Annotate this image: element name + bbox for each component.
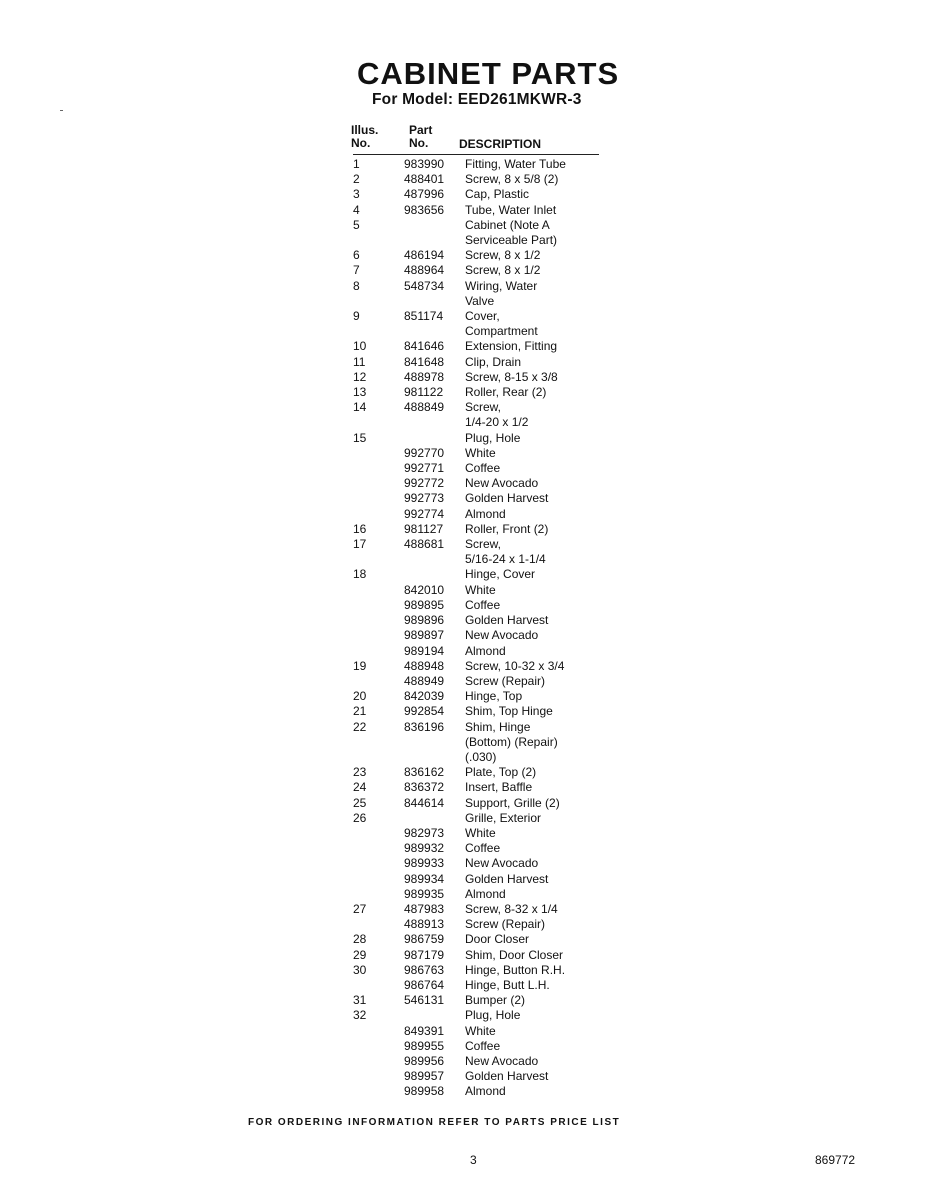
- table-row: [351, 461, 601, 476]
- scan-mark: [60, 110, 63, 111]
- table-row: [351, 644, 601, 659]
- illus-number: 6: [353, 248, 360, 263]
- part-description: Screw, 1/4-20 x 1/2: [465, 400, 529, 430]
- table-row: [351, 400, 601, 430]
- part-description: Screw, 8 x 1/2: [465, 263, 541, 278]
- illus-number: 14: [353, 400, 367, 415]
- part-number: 983656: [404, 202, 445, 217]
- table-row: [351, 780, 601, 795]
- part-number: 488978: [404, 369, 445, 384]
- table-row: [351, 765, 601, 780]
- part-description: White: [465, 582, 496, 597]
- table-row: [351, 567, 601, 582]
- table-row: [351, 218, 601, 248]
- table-row: [351, 598, 601, 613]
- table-row: [351, 796, 601, 811]
- part-description: Cabinet (Note A Serviceable Part): [465, 217, 558, 248]
- part-description: Plug, Hole: [465, 430, 521, 445]
- illus-number: 17: [353, 537, 367, 552]
- table-row: [351, 674, 601, 689]
- part-description: Wiring, Water Valve: [465, 278, 538, 308]
- table-row: [351, 263, 601, 278]
- part-description: Screw (Repair): [465, 917, 546, 932]
- part-number: 989896: [404, 613, 445, 628]
- part-description: Screw, 8 x 5/8 (2): [465, 172, 559, 187]
- table-row: [351, 720, 601, 766]
- part-description: Coffee: [465, 1038, 501, 1053]
- part-description: Roller, Front (2): [465, 521, 549, 536]
- table-row: [351, 157, 601, 172]
- illus-number: 23: [353, 765, 367, 780]
- header-divider: [353, 154, 599, 155]
- table-row: [351, 689, 601, 704]
- table-row: [351, 339, 601, 354]
- parts-table: [351, 122, 601, 1100]
- table-row: [351, 279, 601, 309]
- table-row: [351, 993, 601, 1008]
- part-number: 488849: [404, 400, 445, 415]
- part-number: 836162: [404, 765, 445, 780]
- part-description: Bumper (2): [465, 993, 526, 1008]
- part-description: Screw, 8-32 x 1/4: [465, 901, 558, 916]
- part-number: 989955: [404, 1038, 445, 1053]
- part-number: 986763: [404, 962, 445, 977]
- part-number: 487983: [404, 901, 445, 916]
- part-description: Shim, Door Closer: [465, 947, 564, 962]
- part-description: Extension, Fitting: [465, 339, 558, 354]
- part-description: Support, Grille (2): [465, 795, 560, 810]
- illus-number: 25: [353, 795, 367, 810]
- part-description: Grille, Exterior: [465, 810, 542, 825]
- part-description: Shim, Hinge (Bottom) (Repair) (.030): [465, 719, 558, 764]
- illus-number: 8: [353, 278, 360, 293]
- part-number: 989897: [404, 628, 445, 643]
- part-description: Hinge, Top: [465, 689, 523, 704]
- illus-number: 7: [353, 263, 360, 278]
- table-row: [351, 1008, 601, 1023]
- part-number: 851174: [404, 309, 444, 324]
- part-number: 989957: [404, 1069, 445, 1084]
- table-row: [351, 446, 601, 461]
- part-number: 488964: [404, 263, 445, 278]
- part-description: Almond: [465, 886, 506, 901]
- part-description: Screw, 8-15 x 3/8: [465, 369, 558, 384]
- page-number: 3: [470, 1153, 477, 1167]
- illus-number: 32: [353, 1008, 367, 1023]
- part-description: Golden Harvest: [465, 1069, 549, 1084]
- table-row: [351, 1039, 601, 1054]
- part-number: 488401: [404, 172, 445, 187]
- part-description: Fitting, Water Tube: [465, 157, 566, 171]
- part-number: 989934: [404, 871, 445, 886]
- table-row: [351, 537, 601, 567]
- table-row: [351, 522, 601, 537]
- part-description: New Avocado: [465, 1053, 539, 1068]
- part-description: Insert, Baffle: [465, 780, 533, 795]
- part-description: Screw, 10-32 x 3/4: [465, 658, 565, 673]
- part-description: Hinge, Button R.H.: [465, 962, 566, 977]
- table-row: [351, 583, 601, 598]
- table-row: [351, 172, 601, 187]
- part-number: 983990: [404, 157, 445, 171]
- part-description: Golden Harvest: [465, 613, 549, 628]
- table-row: [351, 841, 601, 856]
- illus-no-header: Illus. No.: [351, 123, 379, 150]
- page-title: CABINET PARTS: [357, 56, 620, 91]
- illus-number: 5: [353, 217, 360, 232]
- part-number: 989194: [404, 643, 445, 658]
- part-number: 989933: [404, 856, 445, 871]
- illus-number: 4: [353, 202, 360, 217]
- part-description: Coffee: [465, 841, 501, 856]
- part-number: 849391: [404, 1023, 445, 1038]
- part-number: 981127: [404, 521, 444, 536]
- part-description: Roller, Rear (2): [465, 385, 547, 400]
- part-description: Plate, Top (2): [465, 765, 537, 780]
- part-description: Door Closer: [465, 932, 530, 947]
- part-description: Clip, Drain: [465, 354, 522, 369]
- table-row: [351, 309, 601, 339]
- table-row: [351, 826, 601, 841]
- table-row: [351, 431, 601, 446]
- part-number: 487996: [404, 187, 445, 202]
- part-description: Cover, Compartment: [465, 309, 538, 339]
- part-number: 841648: [404, 354, 445, 369]
- table-row: [351, 385, 601, 400]
- table-row: [351, 476, 601, 491]
- part-description: Screw (Repair): [465, 673, 546, 688]
- table-row: [351, 902, 601, 917]
- part-number: 548734: [404, 278, 445, 293]
- part-description: New Avocado: [465, 856, 539, 871]
- table-row: [351, 370, 601, 385]
- part-description: Plug, Hole: [465, 1008, 521, 1023]
- table-row: [351, 203, 601, 218]
- part-no-header: Part No.: [409, 123, 433, 150]
- part-description: White: [465, 825, 496, 840]
- illus-number: 22: [353, 719, 367, 734]
- part-description: Hinge, Butt L.H.: [465, 977, 550, 992]
- part-description: White: [465, 445, 496, 460]
- part-number: 841646: [404, 339, 445, 354]
- part-number: 836372: [404, 780, 445, 795]
- part-number: 992774: [404, 506, 445, 521]
- illus-number: 19: [353, 658, 367, 673]
- illus-number: 13: [353, 385, 367, 400]
- part-description: White: [465, 1023, 496, 1038]
- illus-number: 21: [353, 704, 367, 719]
- part-number: 982973: [404, 825, 445, 840]
- illus-number: 12: [353, 369, 367, 384]
- part-number: 992773: [404, 491, 445, 506]
- part-number: 842010: [404, 582, 445, 597]
- table-row: [351, 1024, 601, 1039]
- illus-number: 28: [353, 932, 367, 947]
- part-number: 989932: [404, 841, 445, 856]
- illus-number: 2: [353, 172, 360, 187]
- model-subtitle: For Model: EED261MKWR-3: [372, 91, 582, 108]
- table-row: [351, 932, 601, 947]
- part-number: 992854: [404, 704, 445, 719]
- part-number: 989956: [404, 1053, 445, 1068]
- part-number: 488913: [404, 917, 445, 932]
- part-number: 989958: [404, 1084, 445, 1099]
- illus-number: 15: [353, 430, 367, 445]
- part-description: New Avocado: [465, 476, 539, 491]
- table-row: [351, 507, 601, 522]
- ordering-note: FOR ORDERING INFORMATION REFER TO PARTS PRICE LIST: [248, 1117, 621, 1128]
- table-header: [351, 122, 601, 154]
- part-number: 992771: [404, 461, 445, 476]
- illus-number: 24: [353, 780, 367, 795]
- part-number: 842039: [404, 689, 445, 704]
- table-row: [351, 963, 601, 978]
- part-number: 844614: [404, 795, 445, 810]
- illus-number: 11: [353, 354, 366, 369]
- illus-number: 20: [353, 689, 367, 704]
- part-description: New Avocado: [465, 628, 539, 643]
- table-row: [351, 811, 601, 826]
- document-number: 869772: [815, 1153, 856, 1167]
- part-description: Golden Harvest: [465, 491, 549, 506]
- part-description: Hinge, Cover: [465, 567, 536, 582]
- table-row: [351, 659, 601, 674]
- part-number: 986759: [404, 932, 445, 947]
- table-row: [351, 628, 601, 643]
- part-number: 486194: [404, 248, 445, 263]
- part-number: 546131: [404, 993, 445, 1008]
- part-description: Coffee: [465, 597, 501, 612]
- part-description: Almond: [465, 643, 506, 658]
- table-row: [351, 978, 601, 993]
- part-description: Almond: [465, 506, 506, 521]
- part-description: Golden Harvest: [465, 871, 549, 886]
- illus-number: 3: [353, 187, 360, 202]
- part-number: 488948: [404, 658, 445, 673]
- table-row: [351, 917, 601, 932]
- table-row: [351, 187, 601, 202]
- part-description: Almond: [465, 1084, 506, 1099]
- illus-number: 30: [353, 962, 367, 977]
- illus-number: 26: [353, 810, 367, 825]
- part-number: 992770: [404, 445, 445, 460]
- table-row: [351, 1054, 601, 1069]
- table-row: [351, 872, 601, 887]
- table-row: [351, 613, 601, 628]
- table-row: [351, 491, 601, 506]
- parts-rows: [351, 157, 601, 1100]
- part-number: 987179: [404, 947, 445, 962]
- part-number: 992772: [404, 476, 445, 491]
- table-row: [351, 704, 601, 719]
- illus-number: 1: [353, 157, 360, 171]
- part-number: 989895: [404, 597, 445, 612]
- table-row: [351, 1084, 601, 1099]
- table-row: [351, 948, 601, 963]
- illus-number: 27: [353, 901, 367, 916]
- part-number: 986764: [404, 977, 445, 992]
- table-row: [351, 1069, 601, 1084]
- part-description: Cap, Plastic: [465, 187, 530, 202]
- part-number: 488949: [404, 673, 445, 688]
- part-description: Tube, Water Inlet: [465, 202, 557, 217]
- illus-number: 29: [353, 947, 367, 962]
- illus-number: 16: [353, 521, 367, 536]
- illus-number: 31: [353, 993, 367, 1008]
- part-number: 989935: [404, 886, 445, 901]
- illus-number: 10: [353, 339, 367, 354]
- illus-number: 18: [353, 567, 367, 582]
- part-description: Screw, 8 x 1/2: [465, 248, 541, 263]
- table-row: [351, 856, 601, 871]
- part-description: Screw, 5/16-24 x 1-1/4: [465, 537, 546, 567]
- part-number: 488681: [404, 537, 445, 552]
- table-row: [351, 887, 601, 902]
- table-row: [351, 355, 601, 370]
- part-number: 836196: [404, 719, 445, 734]
- description-header: DESCRIPTION: [459, 137, 542, 151]
- part-number: 981122: [404, 385, 444, 400]
- illus-number: 9: [353, 309, 360, 324]
- table-row: [351, 248, 601, 263]
- part-description: Coffee: [465, 461, 501, 476]
- part-description: Shim, Top Hinge: [465, 704, 553, 719]
